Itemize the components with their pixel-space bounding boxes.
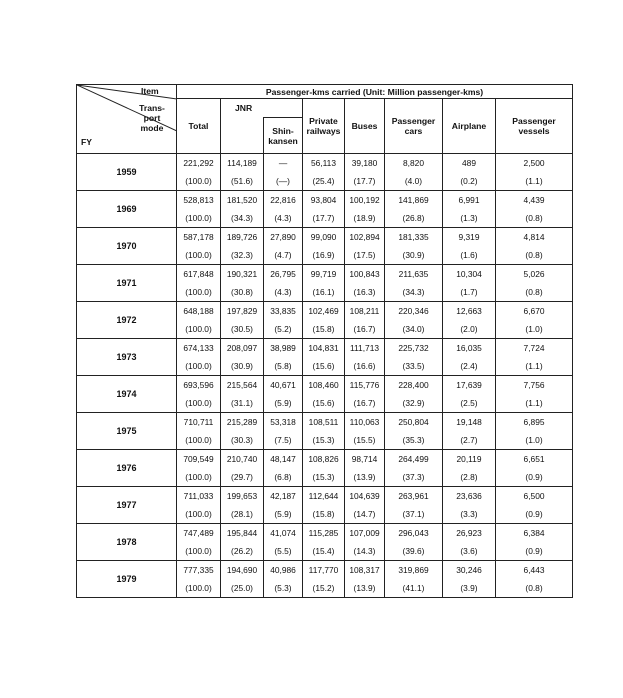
share-cell: (100.0) xyxy=(177,172,221,191)
passenger-km-table-container xyxy=(76,84,572,598)
value-cell: 211,635 xyxy=(385,265,443,284)
value-cell: 587,178 xyxy=(177,228,221,247)
value-cell: 40,671 xyxy=(264,376,303,395)
value-cell: 4,814 xyxy=(496,228,573,247)
value-cell: 23,636 xyxy=(443,487,496,506)
value-cell: 30,246 xyxy=(443,561,496,580)
value-cell: 648,188 xyxy=(177,302,221,321)
value-cell: 319,869 xyxy=(385,561,443,580)
share-cell: (34.0) xyxy=(385,320,443,339)
value-cell: 181,335 xyxy=(385,228,443,247)
table-header xyxy=(77,85,573,154)
fy-cell: 1978 xyxy=(77,524,177,561)
share-cell: (37.3) xyxy=(385,468,443,487)
table-row xyxy=(77,561,573,580)
share-cell: (1.6) xyxy=(443,246,496,265)
value-cell: 110,063 xyxy=(345,413,385,432)
value-cell: 228,400 xyxy=(385,376,443,395)
value-cell: 10,304 xyxy=(443,265,496,284)
share-cell: (100.0) xyxy=(177,283,221,302)
value-cell: — xyxy=(264,154,303,173)
value-cell: 108,317 xyxy=(345,561,385,580)
value-cell: 181,520 xyxy=(221,191,264,210)
value-cell: 709,549 xyxy=(177,450,221,469)
share-cell: (17.5) xyxy=(345,246,385,265)
share-cell: (100.0) xyxy=(177,431,221,450)
share-cell: (29.7) xyxy=(221,468,264,487)
value-cell: 100,192 xyxy=(345,191,385,210)
share-cell: (5.2) xyxy=(264,320,303,339)
value-cell: 747,489 xyxy=(177,524,221,543)
value-cell: 40,986 xyxy=(264,561,303,580)
share-cell: (3.6) xyxy=(443,542,496,561)
share-cell: (0.9) xyxy=(496,542,573,561)
share-cell: (100.0) xyxy=(177,505,221,524)
value-cell: 2,500 xyxy=(496,154,573,173)
value-cell: 617,848 xyxy=(177,265,221,284)
value-cell: 107,009 xyxy=(345,524,385,543)
share-cell: (39.6) xyxy=(385,542,443,561)
table-body xyxy=(77,154,573,598)
fy-cell: 1970 xyxy=(77,228,177,265)
value-cell: 111,713 xyxy=(345,339,385,358)
fy-cell: 1976 xyxy=(77,450,177,487)
share-cell: (100.0) xyxy=(177,209,221,228)
value-cell: 12,663 xyxy=(443,302,496,321)
share-cell: (1.1) xyxy=(496,357,573,376)
share-cell: (5.9) xyxy=(264,394,303,413)
value-cell: 263,961 xyxy=(385,487,443,506)
share-cell: (30.9) xyxy=(221,357,264,376)
value-cell: 710,711 xyxy=(177,413,221,432)
table-row xyxy=(77,191,573,210)
share-cell: (4.0) xyxy=(385,172,443,191)
share-cell: (34.3) xyxy=(221,209,264,228)
share-cell: (14.3) xyxy=(345,542,385,561)
share-cell: (16.7) xyxy=(345,320,385,339)
value-cell: 264,499 xyxy=(385,450,443,469)
share-cell: (17.7) xyxy=(345,172,385,191)
share-cell: (16.3) xyxy=(345,283,385,302)
value-cell: 53,318 xyxy=(264,413,303,432)
value-cell: 6,991 xyxy=(443,191,496,210)
item-label: Item xyxy=(141,86,159,96)
share-cell: (30.9) xyxy=(385,246,443,265)
table-row xyxy=(77,413,573,432)
share-cell: (37.1) xyxy=(385,505,443,524)
value-cell: 190,321 xyxy=(221,265,264,284)
share-cell: (2.7) xyxy=(443,431,496,450)
share-cell: (4.3) xyxy=(264,283,303,302)
share-cell: (15.6) xyxy=(303,357,345,376)
share-cell: (1.1) xyxy=(496,394,573,413)
value-cell: 197,829 xyxy=(221,302,264,321)
share-cell: (41.1) xyxy=(385,579,443,598)
value-cell: 100,843 xyxy=(345,265,385,284)
value-cell: 117,770 xyxy=(303,561,345,580)
group-title: Passenger-kms carried (Unit: Million passenger-kms) xyxy=(177,85,573,99)
value-cell: 215,289 xyxy=(221,413,264,432)
col-jnr-blank xyxy=(221,118,264,154)
passenger-km-table xyxy=(76,84,573,598)
value-cell: 108,211 xyxy=(345,302,385,321)
value-cell: 711,033 xyxy=(177,487,221,506)
share-cell: (1.7) xyxy=(443,283,496,302)
share-cell: (1.0) xyxy=(496,431,573,450)
share-cell: (1.1) xyxy=(496,172,573,191)
share-cell: (1.0) xyxy=(496,320,573,339)
share-cell: (28.1) xyxy=(221,505,264,524)
table-row xyxy=(77,228,573,247)
share-cell: (16.1) xyxy=(303,283,345,302)
share-cell: (5.3) xyxy=(264,579,303,598)
share-cell: (0.8) xyxy=(496,283,573,302)
value-cell: 296,043 xyxy=(385,524,443,543)
value-cell: 99,719 xyxy=(303,265,345,284)
value-cell: 104,831 xyxy=(303,339,345,358)
value-cell: 674,133 xyxy=(177,339,221,358)
table-row xyxy=(77,339,573,358)
value-cell: 777,335 xyxy=(177,561,221,580)
value-cell: 22,816 xyxy=(264,191,303,210)
share-cell: (15.5) xyxy=(345,431,385,450)
fy-label: FY xyxy=(81,137,92,147)
share-cell: (25.4) xyxy=(303,172,345,191)
value-cell: 489 xyxy=(443,154,496,173)
share-cell: (15.3) xyxy=(303,468,345,487)
share-cell: (100.0) xyxy=(177,579,221,598)
share-cell: (51.6) xyxy=(221,172,264,191)
value-cell: 108,511 xyxy=(303,413,345,432)
share-cell: (15.6) xyxy=(303,394,345,413)
share-cell: (3.3) xyxy=(443,505,496,524)
value-cell: 7,724 xyxy=(496,339,573,358)
share-cell: (100.0) xyxy=(177,246,221,265)
share-cell: (15.8) xyxy=(303,320,345,339)
col-buses-visible: Buses xyxy=(345,99,385,154)
share-cell: (26.8) xyxy=(385,209,443,228)
share-cell: (25.0) xyxy=(221,579,264,598)
share-cell: (26.2) xyxy=(221,542,264,561)
value-cell: 115,776 xyxy=(345,376,385,395)
value-cell: 98,714 xyxy=(345,450,385,469)
fy-cell: 1977 xyxy=(77,487,177,524)
value-cell: 221,292 xyxy=(177,154,221,173)
value-cell: 114,189 xyxy=(221,154,264,173)
share-cell: (—) xyxy=(264,172,303,191)
value-cell: 56,113 xyxy=(303,154,345,173)
share-cell: (33.5) xyxy=(385,357,443,376)
col-passenger-cars: Passenger cars xyxy=(385,99,443,154)
value-cell: 195,844 xyxy=(221,524,264,543)
value-cell: 33,835 xyxy=(264,302,303,321)
value-cell: 112,644 xyxy=(303,487,345,506)
value-cell: 220,346 xyxy=(385,302,443,321)
value-cell: 115,285 xyxy=(303,524,345,543)
table-row xyxy=(77,154,573,173)
share-cell: (15.4) xyxy=(303,542,345,561)
value-cell: 210,740 xyxy=(221,450,264,469)
fy-cell: 1979 xyxy=(77,561,177,598)
share-cell: (30.3) xyxy=(221,431,264,450)
share-cell: (100.0) xyxy=(177,468,221,487)
value-cell: 6,670 xyxy=(496,302,573,321)
value-cell: 17,639 xyxy=(443,376,496,395)
share-cell: (16.9) xyxy=(303,246,345,265)
share-cell: (2.5) xyxy=(443,394,496,413)
share-cell: (15.8) xyxy=(303,505,345,524)
fy-cell: 1972 xyxy=(77,302,177,339)
share-cell: (17.7) xyxy=(303,209,345,228)
table-row xyxy=(77,524,573,543)
share-cell: (16.7) xyxy=(345,394,385,413)
share-cell: (34.3) xyxy=(385,283,443,302)
value-cell: 104,639 xyxy=(345,487,385,506)
fy-cell: 1973 xyxy=(77,339,177,376)
stub-header-cell xyxy=(77,85,177,154)
col-shinkansen: Shin- kansen xyxy=(264,118,303,154)
share-cell: (0.8) xyxy=(496,246,573,265)
share-cell: (0.8) xyxy=(496,579,573,598)
share-cell: (100.0) xyxy=(177,357,221,376)
value-cell: 9,319 xyxy=(443,228,496,247)
value-cell: 6,895 xyxy=(496,413,573,432)
value-cell: 6,384 xyxy=(496,524,573,543)
value-cell: 108,460 xyxy=(303,376,345,395)
value-cell: 102,469 xyxy=(303,302,345,321)
value-cell: 48,147 xyxy=(264,450,303,469)
value-cell: 8,820 xyxy=(385,154,443,173)
table-row xyxy=(77,302,573,321)
value-cell: 26,923 xyxy=(443,524,496,543)
value-cell: 93,804 xyxy=(303,191,345,210)
share-cell: (16.6) xyxy=(345,357,385,376)
share-cell: (31.1) xyxy=(221,394,264,413)
share-cell: (3.9) xyxy=(443,579,496,598)
col-airplane: Airplane xyxy=(443,99,496,154)
share-cell: (2.0) xyxy=(443,320,496,339)
fy-cell: 1969 xyxy=(77,191,177,228)
share-cell: (32.9) xyxy=(385,394,443,413)
table-row xyxy=(77,487,573,506)
value-cell: 693,596 xyxy=(177,376,221,395)
share-cell: (1.3) xyxy=(443,209,496,228)
value-cell: 528,813 xyxy=(177,191,221,210)
table-row xyxy=(77,450,573,469)
share-cell: (35.3) xyxy=(385,431,443,450)
share-cell: (7.5) xyxy=(264,431,303,450)
value-cell: 19,148 xyxy=(443,413,496,432)
share-cell: (14.7) xyxy=(345,505,385,524)
col-private-railways: Private railways xyxy=(303,99,345,154)
share-cell: (6.8) xyxy=(264,468,303,487)
share-cell: (5.8) xyxy=(264,357,303,376)
value-cell: 215,564 xyxy=(221,376,264,395)
col-jnr: JNR xyxy=(221,99,303,118)
share-cell: (30.5) xyxy=(221,320,264,339)
fy-cell: 1975 xyxy=(77,413,177,450)
table-row xyxy=(77,265,573,284)
col-passenger-vessels: Passenger vessels xyxy=(496,99,573,154)
share-cell: (5.5) xyxy=(264,542,303,561)
share-cell: (4.3) xyxy=(264,209,303,228)
value-cell: 141,869 xyxy=(385,191,443,210)
value-cell: 42,187 xyxy=(264,487,303,506)
fy-cell: 1974 xyxy=(77,376,177,413)
value-cell: 225,732 xyxy=(385,339,443,358)
share-cell: (2.8) xyxy=(443,468,496,487)
share-cell: (13.9) xyxy=(345,579,385,598)
value-cell: 7,756 xyxy=(496,376,573,395)
share-cell: (32.3) xyxy=(221,246,264,265)
share-cell: (0.9) xyxy=(496,468,573,487)
value-cell: 99,090 xyxy=(303,228,345,247)
share-cell: (2.4) xyxy=(443,357,496,376)
share-cell: (5.9) xyxy=(264,505,303,524)
share-cell: (15.3) xyxy=(303,431,345,450)
value-cell: 6,500 xyxy=(496,487,573,506)
value-cell: 208,097 xyxy=(221,339,264,358)
share-cell: (30.8) xyxy=(221,283,264,302)
value-cell: 6,443 xyxy=(496,561,573,580)
value-cell: 39,180 xyxy=(345,154,385,173)
value-cell: 6,651 xyxy=(496,450,573,469)
share-cell: (0.9) xyxy=(496,505,573,524)
share-cell: (13.9) xyxy=(345,468,385,487)
fy-cell: 1959 xyxy=(77,154,177,191)
table-row xyxy=(77,376,573,395)
transport-mode-label: Trans- port mode xyxy=(139,103,165,133)
col-total: Total xyxy=(177,99,221,154)
value-cell: 189,726 xyxy=(221,228,264,247)
share-cell: (0.2) xyxy=(443,172,496,191)
share-cell: (100.0) xyxy=(177,542,221,561)
value-cell: 5,026 xyxy=(496,265,573,284)
value-cell: 27,890 xyxy=(264,228,303,247)
share-cell: (100.0) xyxy=(177,320,221,339)
value-cell: 38,989 xyxy=(264,339,303,358)
value-cell: 199,653 xyxy=(221,487,264,506)
share-cell: (100.0) xyxy=(177,394,221,413)
value-cell: 20,119 xyxy=(443,450,496,469)
share-cell: (18.9) xyxy=(345,209,385,228)
share-cell: (15.2) xyxy=(303,579,345,598)
value-cell: 194,690 xyxy=(221,561,264,580)
value-cell: 102,894 xyxy=(345,228,385,247)
value-cell: 108,826 xyxy=(303,450,345,469)
value-cell: 250,804 xyxy=(385,413,443,432)
value-cell: 16,035 xyxy=(443,339,496,358)
value-cell: 26,795 xyxy=(264,265,303,284)
fy-cell: 1971 xyxy=(77,265,177,302)
value-cell: 41,074 xyxy=(264,524,303,543)
share-cell: (4.7) xyxy=(264,246,303,265)
share-cell: (0.8) xyxy=(496,209,573,228)
value-cell: 4,439 xyxy=(496,191,573,210)
